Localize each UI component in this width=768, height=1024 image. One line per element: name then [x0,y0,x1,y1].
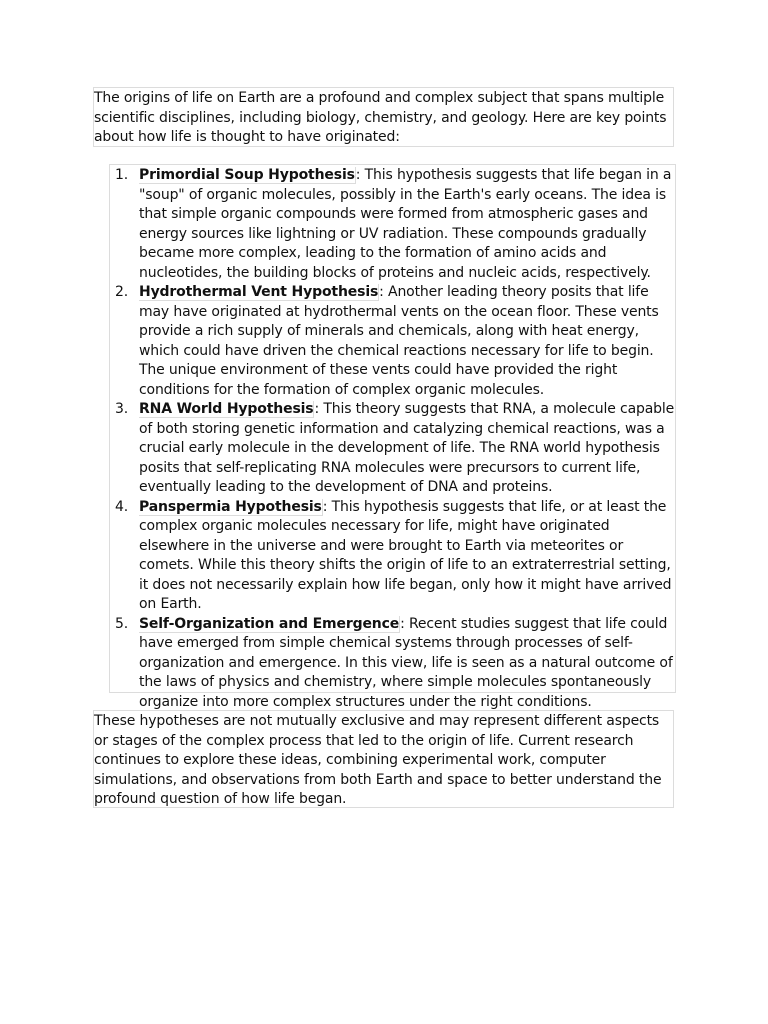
hypothesis-term: Primordial Soup Hypothesis [139,167,355,183]
list-item-rna-world [110,400,675,498]
list-number: 2. [115,284,129,300]
hypothesis-description: : This hypothesis suggests that life began in a "soup" of organic molecules, possibly in the Earth's early oceans. The idea is that simple organic compounds were formed from atmospheric gases and energy sources like lightning or UV radiation. These compounds gradually became more complex, leading to the formation of amino acids and nucleotides, the building blocks of proteins and nucleic acids, respectively. [139,167,672,281]
list-number: 4. [115,498,129,515]
list-item-hydrothermal-vent [110,283,675,400]
list-item-self-organization [110,615,675,713]
closing-block [93,710,674,808]
intro-paragraph: The origins of life on Earth are a profound and complex subject that spans multiple scientific disciplines, including biology, chemistry, and geology. Here are key points about how life is thought to have originated: [94,90,667,145]
intro-block [93,87,674,147]
list-item-panspermia [110,498,675,615]
hypothesis-description: : This theory suggests that RNA, a molecule capable of both storing genetic information and catalyzing chemical reactions, was a crucial early molecule in the development of life. The RNA world hypothesis posits that self-replicating RNA molecules were precursors to current life, eventually leading to the development of DNA and proteins. [139,401,675,495]
list-number: 5. [115,615,129,632]
hypothesis-description: : Recent studies suggest that life could have emerged from simple chemical systems through processes of self-organization and emergence. In this view, life is seen as a natural outcome of the laws of physics and chemistry, where simple molecules spontaneously organize into more complex structures under the right conditions. [139,615,673,710]
hypotheses-list [110,166,675,712]
hypothesis-term: Panspermia Hypothesis [139,498,322,515]
hypothesis-description: : This hypothesis suggests that life, or at least the complex organic molecules necessary for life, might have originated elsewhere in the universe and were brought to Earth via meteorites or comets. While this theory shifts the origin of life to an extraterrestrial setting, it does not necessarily explain how life began, only how it might have arrived on Earth. [139,498,672,612]
closing-paragraph: These hypotheses are not mutually exclusive and may represent different aspects or stages of the complex process that led to the origin of life. Current research continues to explore these ideas, combining experimental work, computer simulations, and observations from both Earth and space to better understand the profound question of how life began. [94,713,662,807]
list-number: 3. [115,401,129,417]
hypothesis-term: Self-Organization and Emergence [139,615,400,632]
list-number: 1. [115,167,129,183]
hypothesis-term: Hydrothermal Vent Hypothesis [139,284,379,300]
list-item-primordial-soup [110,166,675,283]
hypothesis-term: RNA World Hypothesis [139,401,314,417]
hypothesis-description: : Another leading theory posits that life may have originated at hydrothermal vents on the ocean floor. These vents provide a rich supply of minerals and chemicals, along with heat energy, which could have driven the chemical reactions necessary for life to begin. The unique environment of these vents could have provided the right conditions for the formation of complex organic molecules. [139,284,659,398]
hypotheses-list-block [109,164,676,710]
